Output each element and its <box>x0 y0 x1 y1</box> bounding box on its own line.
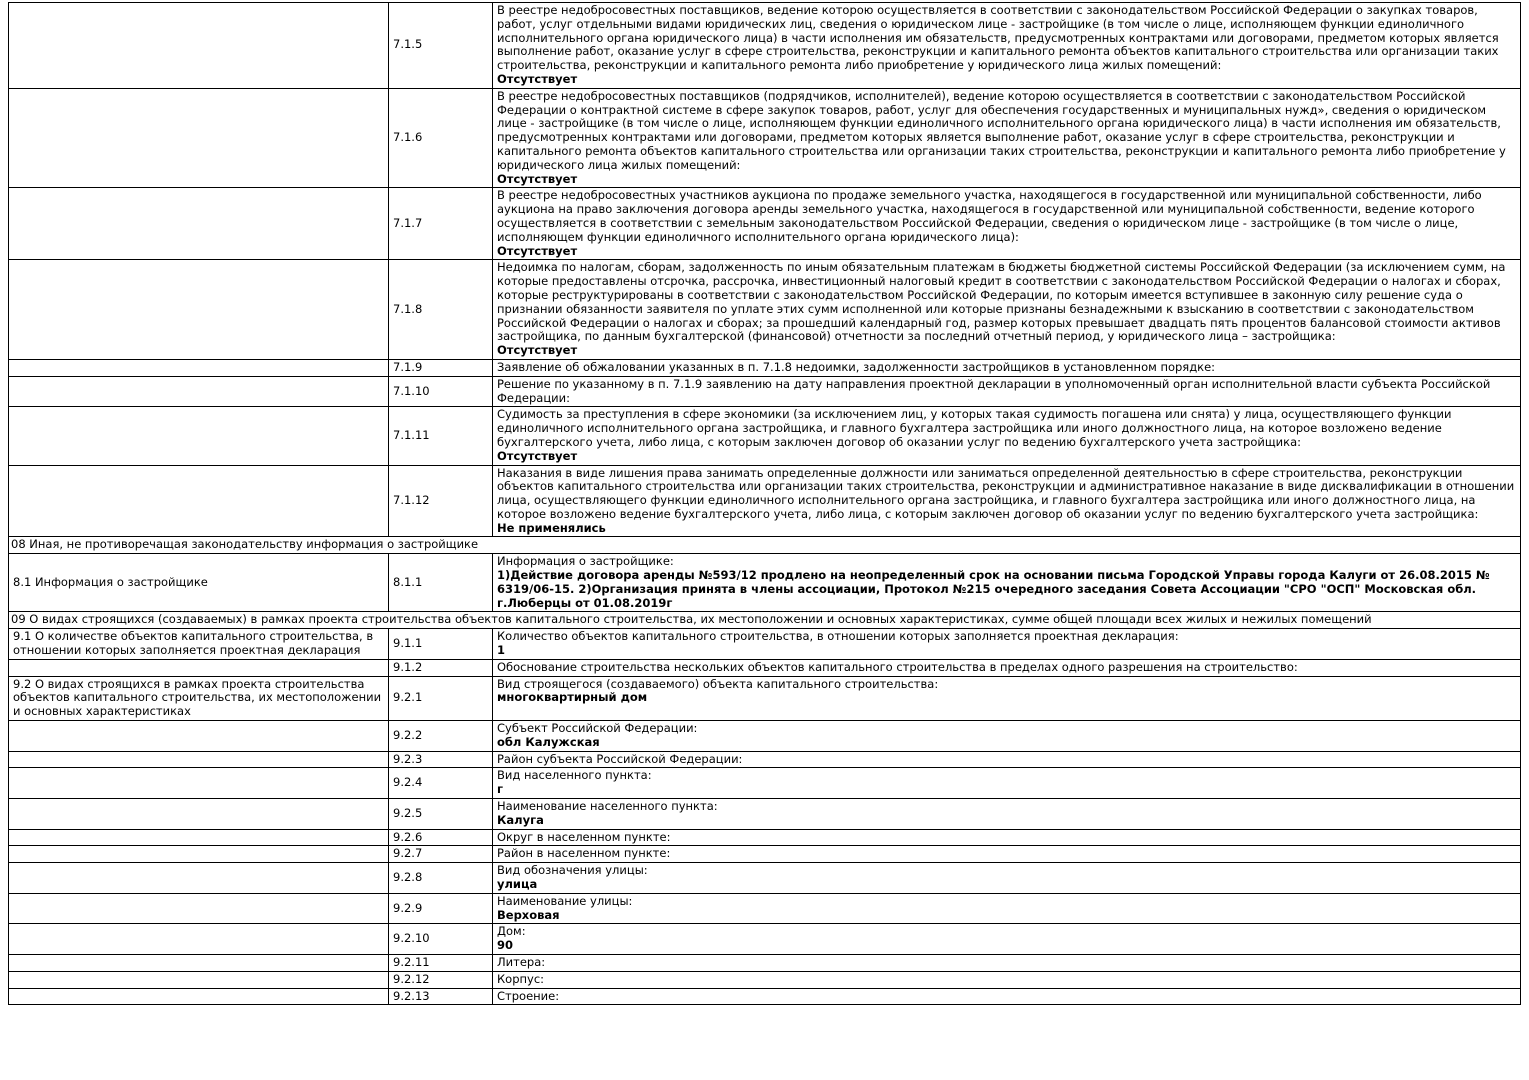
row-category-cell <box>9 188 389 260</box>
row-content-cell <box>493 971 1521 988</box>
field-label: Дом: <box>497 924 526 939</box>
field-label: Количество объектов капитального строительства, в отношении которых заполняется проектная декларация: <box>497 629 1179 644</box>
field-value: многоквартирный дом <box>497 690 648 705</box>
row-content-cell <box>493 659 1521 676</box>
row-category-cell <box>9 971 389 988</box>
field-label: Судимость за преступления в сфере экономики (за исключением лиц, у которых такая судимость погашена или снята) у лица, осуществляющего функции единоличного исполнительного органа застройщика, и главного бухгалтера застройщика или иного должностного лица, на которое возложено ведение бухгалтерского учета, либо лица, с которым заключен договор об оказании услуг по ведению бухгалтерского учета застройщика: <box>497 407 1452 449</box>
field-label: Строение: <box>497 988 560 1003</box>
table-row <box>9 554 1521 612</box>
row-category-cell <box>9 829 389 846</box>
row-number-cell: 9.1.2 <box>389 659 493 676</box>
field-label: Вид населенного пункта: <box>497 768 652 783</box>
row-category-cell: 8.1 Информация о застройщике <box>9 554 389 612</box>
row-category-cell: 9.1 О количестве объектов капитального строительства, в отношении которых заполняется проектная декларация <box>9 629 389 660</box>
row-number-cell: 8.1.1 <box>389 554 493 612</box>
row-content-cell <box>493 465 1521 537</box>
row-number-cell: 9.2.9 <box>389 893 493 924</box>
row-content-cell <box>493 188 1521 260</box>
row-number-cell: 9.2.11 <box>389 955 493 972</box>
table-row <box>9 893 1521 924</box>
row-number-cell: 9.2.13 <box>389 988 493 1005</box>
row-content-cell <box>493 799 1521 830</box>
section-header-row <box>9 537 1521 554</box>
row-number-cell: 9.2.7 <box>389 846 493 863</box>
field-value: 1)Действие договора аренды №593/12 продлено на неопределенный срок на основании письма Городской Управы города Калуги от 26.08.2015 № 6319/06-15. 2)Организация принята в члены ассоциации, Протокол №215 очередного заседания Совета Ассоциации "СРО "ОСП" Московская обл. г.Люберцы от 01.08.2019г <box>497 568 1490 610</box>
declaration-table <box>8 2 1521 1005</box>
field-label: Наименование населенного пункта: <box>497 799 718 814</box>
table-row <box>9 465 1521 537</box>
field-value: Отсутствует <box>497 171 578 186</box>
row-number-cell: 9.2.10 <box>389 924 493 955</box>
table-row <box>9 988 1521 1005</box>
row-category-cell <box>9 376 389 407</box>
row-category-cell <box>9 924 389 955</box>
row-number-cell: 9.2.5 <box>389 799 493 830</box>
table-row <box>9 629 1521 660</box>
declaration-table-body <box>9 3 1521 1005</box>
field-label: Район в населенном пункте: <box>497 846 671 861</box>
row-content-cell <box>493 554 1521 612</box>
row-number-cell: 9.2.2 <box>389 721 493 752</box>
field-label: Субъект Российской Федерации: <box>497 721 698 736</box>
row-content-cell <box>493 924 1521 955</box>
row-category-cell <box>9 659 389 676</box>
field-label: Наименование улицы: <box>497 893 633 908</box>
field-label: Решение по указанному в п. 7.1.9 заявлению на дату направления проектной декларации в уполномоченный орган исполнительной власти субъекта Российской Федерации: <box>497 376 1491 405</box>
row-category-cell <box>9 768 389 799</box>
field-label: В реестре недобросовестных участников аукциона по продаже земельного участка, находящегося в государственной или муниципальной собственности, либо аукциона на право заключения договора аренды земельного участка, находящегося в государственной или муниципальной собственности, ведение которого осуществляется в соответствии с земельным законодательством Российской Федерации, сведения о юридическом лице - застройщике (в том числе о лице, исполняющем функции единоличного исполнительного органа юридического лица): <box>497 188 1482 244</box>
table-row <box>9 88 1521 188</box>
row-category-cell <box>9 863 389 894</box>
row-number-cell: 7.1.9 <box>389 359 493 376</box>
field-label: Литера: <box>497 955 546 969</box>
row-category-cell <box>9 359 389 376</box>
field-value: 1 <box>497 643 506 658</box>
table-row <box>9 721 1521 752</box>
row-number-cell: 9.2.1 <box>389 676 493 720</box>
field-value: улица <box>497 877 538 892</box>
row-category-cell <box>9 88 389 188</box>
row-number-cell: 9.2.12 <box>389 971 493 988</box>
table-row <box>9 659 1521 676</box>
row-category-cell <box>9 751 389 768</box>
row-content-cell <box>493 768 1521 799</box>
field-label: В реестре недобросовестных поставщиков (подрядчиков, исполнителей), ведение которою осуществляется в соответствии с законодательством Российской Федерации о контрактной системе в сфере закупок товаров, работ, услуг для обеспечения государственных и муниципальных нужд», сведения о юридическом лице - застройщике (в том числе о лице, исполняющем функции единоличного исполнительного органа юридического лица) в части исполнения им обязательств, предусмотренных контрактами или договорами, предметом которых является выполнение работ, оказание услуг в сфере строительства, реконструкции и капитального ремонта объектов капитального строительства или организации таких строительства, реконструкции и капитального ремонта либо приобретение у юридического лица жилых помещений: <box>497 88 1506 172</box>
row-content-cell <box>493 359 1521 376</box>
row-number-cell: 7.1.7 <box>389 188 493 260</box>
row-number-cell: 9.2.4 <box>389 768 493 799</box>
field-label: Недоимка по налогам, сборам, задолженность по иным обязательным платежам в бюджеты бюджетной системы Российской Федерации (за исключением сумм, на которые предоставлены отсрочка, рассрочка, инвестиционный налоговый кредит в соответствии с законодательством Российской Федерации о налогах и сборах, которые реструктурированы в соответствии с законодательством Российской Федерации, по которым имеется вступившее в законную силу решение суда о признании обязанности заявителя по уплате этих сумм исполненной или которые признаны безнадежными к взысканию в соответствии с законодательством Российской Федерации о налогах и сборах; за прошедший календарный год, размер которых превышает двадцать пять процентов балансовой стоимости активов застройщика, по данным бухгалтерской (финансовой) отчетности за последний отчетный период, у юридического лица – застройщика: <box>497 260 1506 344</box>
row-category-cell: 9.2 О видах строящихся в рамках проекта строительства объектов капитального строительства, их местоположении и основных характеристиках <box>9 676 389 720</box>
row-content-cell <box>493 721 1521 752</box>
field-label: Заявление об обжаловании указанных в п. 7.1.8 недоимки, задолженности застройщиков в установленном порядке: <box>497 359 1216 374</box>
field-value: г <box>497 782 504 797</box>
row-content-cell <box>493 988 1521 1005</box>
table-row <box>9 768 1521 799</box>
row-category-cell <box>9 955 389 972</box>
row-category-cell <box>9 721 389 752</box>
row-category-cell <box>9 846 389 863</box>
row-number-cell: 7.1.8 <box>389 260 493 360</box>
row-content-cell <box>493 629 1521 660</box>
field-value: Отсутствует <box>497 448 578 463</box>
field-label: Округ в населенном пункте: <box>497 829 671 844</box>
row-category-cell <box>9 260 389 360</box>
table-row <box>9 751 1521 768</box>
field-label: Район субъекта Российской Федерации: <box>497 751 743 766</box>
table-row <box>9 863 1521 894</box>
field-value: Отсутствует <box>497 343 578 358</box>
row-content-cell <box>493 88 1521 188</box>
row-number-cell: 9.2.3 <box>389 751 493 768</box>
row-content-cell <box>493 407 1521 465</box>
section-header-row <box>9 612 1521 629</box>
row-category-cell <box>9 799 389 830</box>
table-row <box>9 3 1521 89</box>
field-label: В реестре недобросовестных поставщиков, ведение которою осуществляется в соответствии с законодательством Российской Федерации о закупках товаров, работ, услуг отдельными видами юридических лиц, сведения о юридическом лице - застройщике (в том числе о лице, исполняющем функции единоличного исполнительного органа юридического лица) в части исполнения им обязательств, предусмотренных контрактами или договорами, предметом которых является выполнение работ, оказание услуг в сфере строительства, реконструкции и капитального ремонта объектов капитального строительства или организации таких строительства, реконструкции и капитального ремонта либо приобретение у юридического лица жилых помещений: <box>497 3 1499 73</box>
row-category-cell <box>9 988 389 1005</box>
row-number-cell: 9.1.1 <box>389 629 493 660</box>
row-content-cell <box>493 751 1521 768</box>
field-label: Вид обозначения улицы: <box>497 863 648 878</box>
field-label: Наказания в виде лишения права занимать определенные должности или заниматься определенной деятельностью в сфере строительства, реконструкции объектов капитального строительства или организации таких строительства, реконструкции и административное наказание в виде дисквалификации в отношении лица, осуществляющего функции единоличного исполнительного органа застройщика, и главного бухгалтера застройщика или иного должностного лица, на которое возложено ведение бухгалтерского учета, либо лица, с которым заключен договор об оказании услуг по ведению бухгалтерского учета застройщика: <box>497 465 1515 521</box>
table-row <box>9 188 1521 260</box>
table-row <box>9 846 1521 863</box>
section-header: 08 Иная, не противоречащая законодательству информация о застройщике <box>9 537 1521 554</box>
field-value: Отсутствует <box>497 243 578 258</box>
row-category-cell <box>9 3 389 89</box>
row-content-cell <box>493 829 1521 846</box>
table-row <box>9 955 1521 972</box>
row-number-cell: 7.1.5 <box>389 3 493 89</box>
row-content-cell <box>493 376 1521 407</box>
table-row <box>9 829 1521 846</box>
row-category-cell <box>9 407 389 465</box>
field-value: 90 <box>497 938 514 953</box>
row-number-cell: 7.1.10 <box>389 376 493 407</box>
row-number-cell: 7.1.12 <box>389 465 493 537</box>
row-number-cell: 9.2.8 <box>389 863 493 894</box>
section-header: 09 О видах строящихся (создаваемых) в рамках проекта строительства объектов капитального строительства, их местоположении и основных характеристиках, сумме общей площади всех жилых и нежилых помещений <box>9 612 1521 629</box>
field-label: Информация о застройщике: <box>497 554 674 569</box>
table-row <box>9 924 1521 955</box>
field-label: Обоснование строительства нескольких объектов капитального строительства в пределах одного разрешения на строительство: <box>497 659 1298 674</box>
row-content-cell <box>493 863 1521 894</box>
field-value: Верховая <box>497 907 560 922</box>
field-label: Корпус: <box>497 971 545 986</box>
table-row <box>9 676 1521 720</box>
row-category-cell <box>9 465 389 537</box>
row-category-cell <box>9 893 389 924</box>
field-value: обл Калужская <box>497 734 600 749</box>
row-content-cell <box>493 676 1521 720</box>
table-row <box>9 260 1521 360</box>
table-row <box>9 359 1521 376</box>
field-value: Не применялись <box>497 520 606 535</box>
row-content-cell <box>493 3 1521 89</box>
row-number-cell: 7.1.11 <box>389 407 493 465</box>
table-row <box>9 971 1521 988</box>
row-content-cell <box>493 955 1521 972</box>
field-value: Калуга <box>497 812 544 827</box>
field-value: Отсутствует <box>497 71 578 86</box>
row-content-cell <box>493 893 1521 924</box>
row-content-cell <box>493 846 1521 863</box>
table-row <box>9 376 1521 407</box>
table-row <box>9 799 1521 830</box>
table-row <box>9 407 1521 465</box>
row-number-cell: 9.2.6 <box>389 829 493 846</box>
row-content-cell <box>493 260 1521 360</box>
field-label: Вид строящегося (создаваемого) объекта капитального строительства: <box>497 676 939 691</box>
row-number-cell: 7.1.6 <box>389 88 493 188</box>
